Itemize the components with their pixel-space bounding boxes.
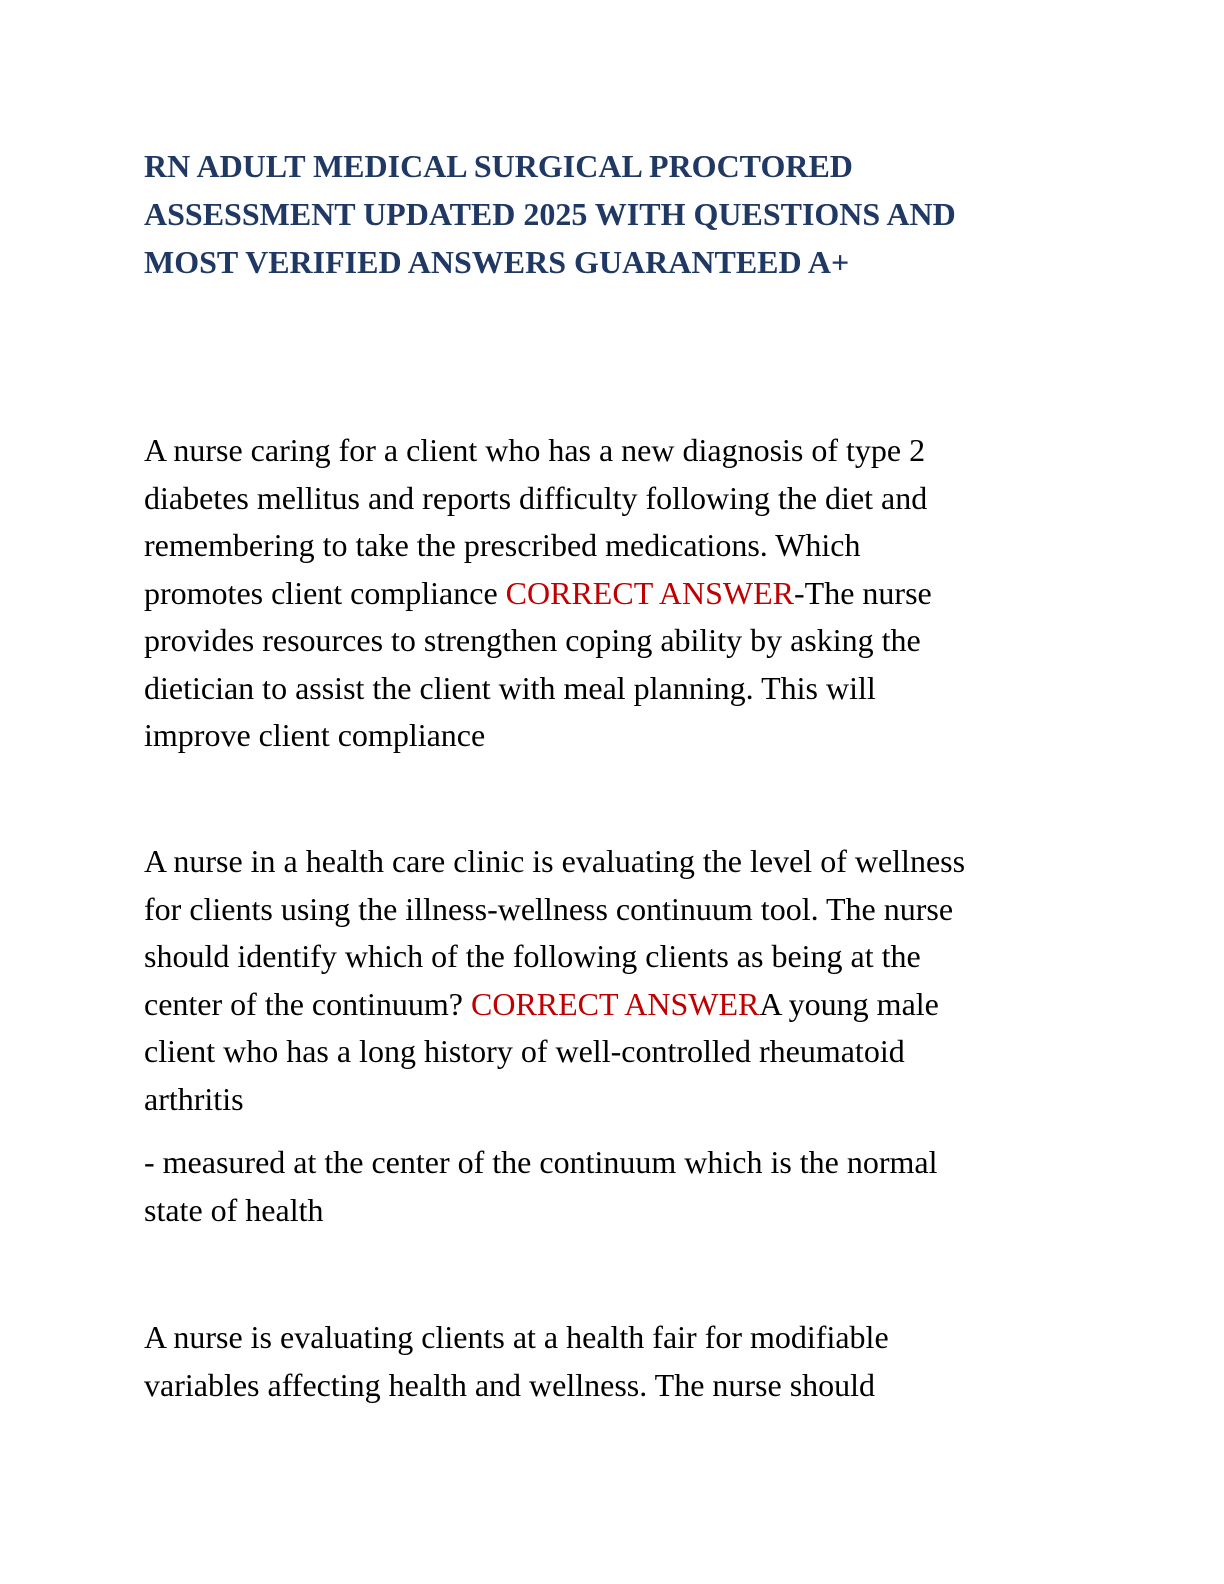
question-2 bbox=[144, 838, 1084, 1123]
question-1 bbox=[144, 427, 1084, 760]
question-text: center of the continuum? bbox=[144, 985, 471, 1022]
document-title bbox=[144, 142, 1084, 286]
answer-text: -The nurse bbox=[794, 574, 932, 611]
note-line: - measured at the center of the continuum which is the normal bbox=[144, 1144, 938, 1180]
correct-answer-label: CORRECT ANSWER bbox=[470, 985, 760, 1022]
correct-answer-label: CORRECT ANSWER bbox=[505, 574, 794, 611]
answer-text: A young male bbox=[759, 985, 939, 1022]
question-line: variables affecting health and wellness. The nurse should bbox=[144, 1366, 876, 1403]
question-line: diabetes mellitus and reports difficulty following the diet and bbox=[144, 479, 928, 516]
question-line: A nurse caring for a client who has a new diagnosis of type 2 bbox=[144, 432, 926, 468]
answer-line: provides resources to strengthen coping ability by asking the bbox=[144, 622, 921, 658]
title-line: RN ADULT MEDICAL SURGICAL PROCTORED bbox=[144, 148, 853, 184]
answer-line: dietician to assist the client with meal planning. This will bbox=[144, 669, 876, 706]
question-line: should identify which of the following clients as being at the bbox=[144, 938, 921, 974]
answer-line: improve client compliance bbox=[144, 717, 486, 753]
question-3 bbox=[144, 1314, 1084, 1409]
title-line: ASSESSMENT UPDATED 2025 WITH QUESTIONS AND bbox=[144, 196, 956, 232]
answer-line: arthritis bbox=[144, 1080, 244, 1117]
question-text: promotes client compliance bbox=[144, 574, 506, 611]
question-answer-line bbox=[144, 570, 1084, 618]
title-line: MOST VERIFIED ANSWERS GUARANTEED A+ bbox=[144, 244, 850, 280]
note-line: state of health bbox=[144, 1191, 324, 1228]
question-answer-line bbox=[144, 981, 1084, 1029]
answer-note bbox=[144, 1139, 1084, 1234]
question-line: for clients using the illness-wellness continuum tool. The nurse bbox=[144, 890, 954, 927]
answer-line: client who has a long history of well-controlled rheumatoid bbox=[144, 1033, 905, 1069]
question-line: remembering to take the prescribed medications. Which bbox=[144, 527, 861, 563]
question-line: A nurse in a health care clinic is evaluating the level of wellness bbox=[144, 843, 966, 879]
question-line: A nurse is evaluating clients at a health fair for modifiable bbox=[144, 1319, 889, 1355]
